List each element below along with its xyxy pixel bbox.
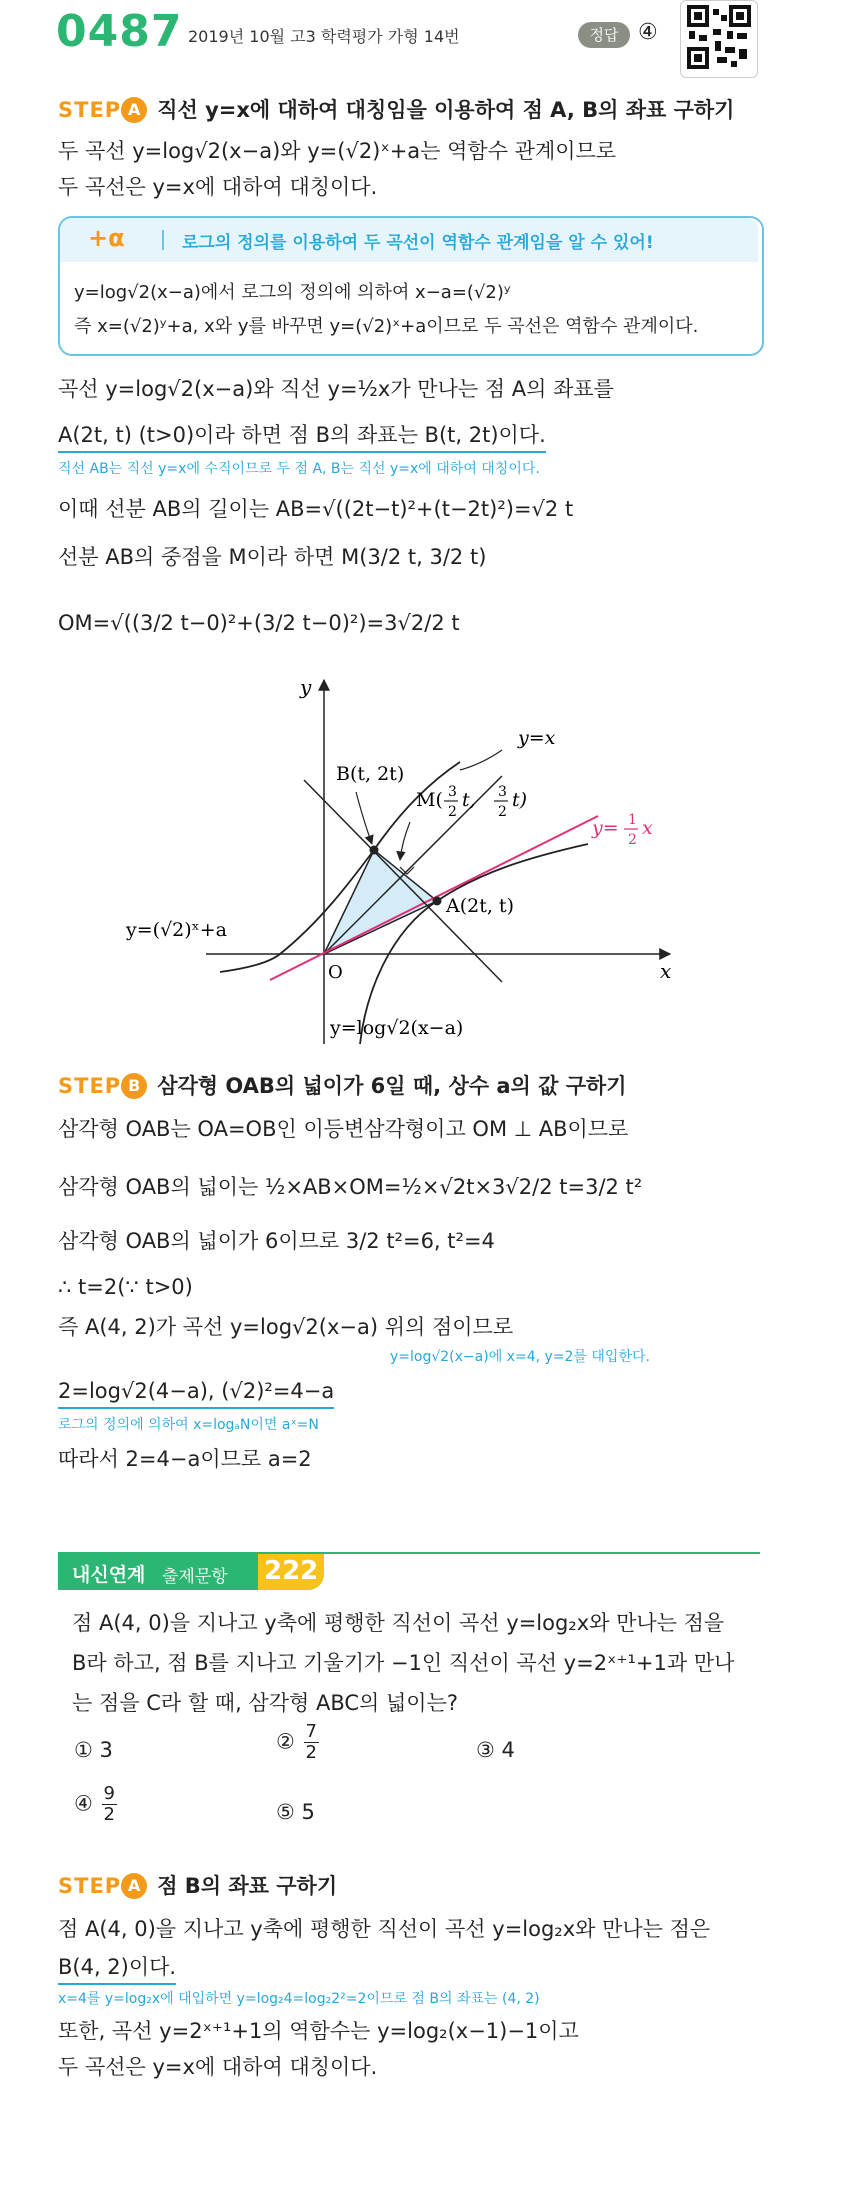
origin-label: O [328, 962, 343, 983]
step-a2-line-4: 두 곡선은 y=x에 대하여 대칭이다. [58, 2055, 378, 2079]
step-b-line-2: 삼각형 OAB의 넓이는 ½×AB×OM=½×√2t×3√2/2 t=3/2 t² [58, 1175, 643, 1199]
related-q-line-3: 는 점을 C라 할 때, 삼각형 ABC의 넓이는? [72, 1691, 458, 1715]
step-title: 삼각형 OAB의 넓이가 6일 때, 상수 a의 값 구하기 [157, 1074, 627, 1098]
graph [110, 672, 670, 1052]
option-4-fraction [102, 1784, 117, 1825]
step-title: 점 B의 좌표 구하기 [157, 1874, 338, 1898]
point-a [433, 897, 442, 906]
qr-code-icon [680, 0, 758, 78]
label-m-t: t, [462, 789, 476, 811]
label-half-suffix: x [642, 817, 653, 839]
triangle-oab [324, 850, 437, 954]
step-badge: B [121, 1073, 147, 1099]
option-2-den: 2 [305, 1742, 317, 1763]
tip-line-2: 즉 x=(√2)ʸ+a, x와 y를 바꾸면 y=(√2)ˣ+a이므로 두 곡선은 역함수 관계이다. [74, 316, 699, 337]
step-b-line-5: 즉 A(4, 2)가 곡선 y=log√2(x−a) 위의 점이므로 [58, 1315, 514, 1339]
step-a2-line-3: 또한, 곡선 y=2ˣ⁺¹+1의 역함수는 y=log₂(x−1)−1이고 [58, 2019, 579, 2043]
step-a-heading [58, 94, 734, 124]
option-4[interactable] [74, 1784, 119, 1825]
answer-badge [578, 22, 630, 48]
related-label-2: 출제문항 [162, 1567, 228, 1587]
option-4-num: 9 [103, 1783, 115, 1804]
step-b-line-4: ∴ t=2(∵ t>0) [58, 1275, 193, 1299]
label-b: B(t, 2t) [336, 763, 405, 785]
related-label: 내신연계 [72, 1564, 146, 1586]
label-m-prefix: M( [416, 789, 443, 811]
step-b-note-2: 로그의 정의에 의하여 x=logₐN이면 aˣ=N [58, 1417, 319, 1433]
label-m-num-1: 3 [448, 784, 457, 800]
option-5[interactable]: ⑤ 5 [276, 1800, 315, 1824]
step-word: STEP [58, 1874, 122, 1898]
step-a2-line-2: B(4, 2)이다. [58, 1952, 176, 1985]
label-half-prefix: y= [592, 817, 619, 839]
label-m-den-2: 2 [498, 804, 507, 820]
problem-source: 2019년 10월 고3 학력평가 가형 14번 [188, 27, 460, 46]
step-b-heading [58, 1070, 627, 1100]
option-3[interactable]: ③ 4 [476, 1738, 515, 1762]
step-word: STEP [58, 1074, 122, 1098]
step-b-note-1: y=log√2(x−a)에 x=4, y=2를 대입한다. [390, 1349, 650, 1365]
step-badge: A [121, 1873, 147, 1899]
label-y-eq-x: y=x [518, 727, 556, 749]
point-b [370, 846, 379, 855]
y-axis-label: y [300, 675, 312, 699]
label-m-num-2: 3 [498, 784, 507, 800]
x-axis-label: x [660, 959, 672, 983]
body1-line-1: 곡선 y=log√2(x−a)와 직선 y=½x가 만나는 점 A의 좌표를 [58, 377, 614, 401]
related-q-line-2: B라 하고, 점 B를 지나고 기울기가 −1인 직선이 곡선 y=2ˣ⁺¹+1과 만나 [72, 1651, 735, 1675]
body1-line-5: OM=√((3/2 t−0)²+(3/2 t−0)²)=3√2/2 t [58, 611, 460, 635]
step-b-line-7: 따라서 2=4−a이므로 a=2 [58, 1447, 312, 1471]
tip-symbol: +α [88, 224, 125, 252]
label-m-t2: t) [512, 789, 528, 811]
curve-exp-left [220, 954, 280, 972]
body1-line-2: A(2t, t) (t>0)이라 하면 점 B의 좌표는 B(t, 2t)이다. [58, 420, 546, 453]
step-a-line-2: 두 곡선은 y=x에 대하여 대칭이다. [58, 175, 378, 199]
option-2-fraction [304, 1722, 319, 1763]
option-2[interactable] [276, 1722, 321, 1763]
step-b-line-3: 삼각형 OAB의 넓이가 6이므로 3/2 t²=6, t²=4 [58, 1229, 495, 1253]
step-b-line-6: 2=log√2(4−a), (√2)²=4−a [58, 1376, 334, 1409]
option-2-mark: ② [276, 1729, 295, 1754]
option-1[interactable]: ① 3 [74, 1738, 113, 1762]
option-2-num: 7 [305, 1721, 317, 1742]
tip-line-1: y=log√2(x−a)에서 로그의 정의에 의하여 x−a=(√2)ʸ [74, 282, 511, 303]
pointer-m [400, 822, 410, 860]
problem-number: 0487 [56, 6, 183, 57]
label-log-curve: y=log√2(x−a) [330, 1017, 464, 1039]
step-a2-note: x=4를 y=log₂x에 대입하면 y=log₂4=log₂2²=2이므로 점 B의 좌표는 (4, 2) [58, 1991, 540, 2007]
body1-line-4: 선분 AB의 중점을 M이라 하면 M(3/2 t, 3/2 t) [58, 545, 487, 569]
body1-line-3: 이때 선분 AB의 길이는 AB=√((2t−t)²+(t−2t)²)=√2 t [58, 497, 574, 521]
step-a-line-1: 두 곡선 y=log√2(x−a)와 y=(√2)ˣ+a는 역함수 관계이므로 [58, 139, 617, 163]
label-half-num: 1 [628, 812, 637, 828]
answer-label: 정답 [589, 26, 619, 44]
step-word: STEP [58, 98, 122, 122]
label-exp-curve: y=(√2)ˣ+a [126, 919, 227, 941]
option-4-den: 2 [103, 1804, 115, 1825]
label-half-den: 2 [628, 832, 637, 848]
step-a2-heading [58, 1870, 337, 1900]
step-badge: A [121, 97, 147, 123]
related-q-line-1: 점 A(4, 0)을 지나고 y축에 평행한 직선이 곡선 y=log₂x와 만나는 점을 [72, 1611, 725, 1635]
label-a: A(2t, t) [446, 895, 514, 917]
related-number: 222 [264, 1556, 319, 1586]
label-m-den-1: 2 [448, 804, 457, 820]
tip-title: 로그의 정의를 이용하여 두 곡선이 역함수 관계임을 알 수 있어! [182, 233, 654, 253]
option-4-mark: ④ [74, 1791, 93, 1816]
step-title: 직선 y=x에 대하여 대칭임을 이용하여 점 A, B의 좌표 구하기 [157, 98, 735, 122]
pointer-yx [460, 750, 502, 770]
body1-note: 직선 AB는 직선 y=x에 수직이므로 두 점 A, B는 직선 y=x에 대하여 대칭이다. [58, 461, 540, 477]
tip-divider [162, 230, 164, 250]
answer-value: ④ [638, 20, 658, 45]
step-b-line-1: 삼각형 OAB는 OA=OB인 이등변삼각형이고 OM ⊥ AB이므로 [58, 1117, 629, 1141]
step-a2-line-1: 점 A(4, 0)을 지나고 y축에 평행한 직선이 곡선 y=log₂x와 만나는 점은 [58, 1917, 711, 1941]
